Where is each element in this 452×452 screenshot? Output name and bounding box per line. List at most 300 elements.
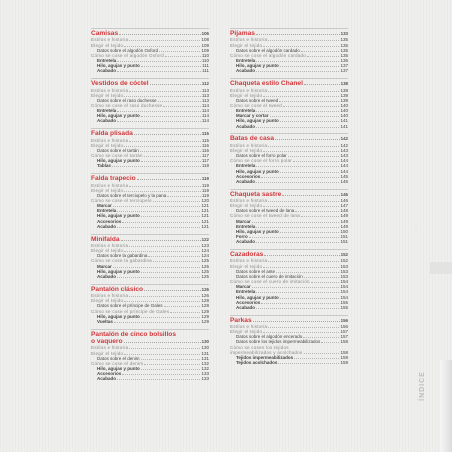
entry-text: Hilo, agujas y punto — [97, 313, 140, 319]
leader-dots — [256, 34, 340, 35]
entry-page-number: 153 — [340, 263, 348, 269]
toc-section — [91, 284, 209, 324]
leader-dots — [153, 201, 201, 202]
entry-text: Acabado — [236, 178, 256, 184]
entry-text: Hilo, agujas y punto — [97, 213, 140, 219]
section-page-number: 156 — [340, 317, 348, 323]
entry-page-number: 131 — [201, 355, 209, 361]
leader-dots — [280, 121, 340, 122]
toc-subentry — [91, 68, 209, 73]
toc-section — [230, 28, 348, 74]
entry-page-number: 119 — [201, 187, 209, 193]
entry-text: Datos sobre el denim — [97, 355, 140, 361]
section-page-number: 146 — [340, 191, 348, 197]
entry-page-number: 129 — [201, 308, 209, 314]
entry-text: Tejidos impermeabilizados — [236, 354, 294, 360]
entry-text: Estilos e historia — [230, 37, 268, 43]
entry-page-number: 114 — [201, 108, 209, 114]
entry-text: Hilo, agujas y punto — [236, 63, 279, 69]
section-page-number: 106 — [201, 31, 209, 36]
entry-page-number: 113 — [201, 87, 209, 93]
leader-dots — [261, 303, 339, 304]
leader-dots — [112, 166, 201, 167]
entry-page-number: 140 — [340, 102, 348, 108]
entry-page-number: 154 — [340, 294, 348, 300]
entry-page-number: 125 — [201, 258, 209, 264]
section-title: Batas de casa — [230, 135, 274, 143]
section-page-number: 115 — [201, 131, 209, 137]
section-page-number: 112 — [201, 81, 209, 87]
leader-dots — [288, 156, 340, 157]
leader-dots — [270, 116, 340, 117]
leader-dots — [121, 240, 201, 241]
leader-dots — [304, 84, 340, 85]
leader-dots — [256, 308, 339, 309]
leader-dots — [124, 146, 201, 147]
leader-dots — [280, 172, 340, 173]
leader-dots — [276, 272, 339, 273]
leader-dots — [124, 191, 201, 192]
leader-dots — [261, 177, 339, 178]
toc-section-header — [91, 329, 209, 346]
entry-text: Datos sobre el algodón Oxford — [97, 47, 159, 53]
entry-text: Entretela — [236, 108, 256, 114]
entry-page-number: 130 — [201, 345, 209, 351]
entry-page-number: 121 — [201, 218, 209, 224]
entry-page-number: 149 — [340, 218, 348, 224]
toc-section — [91, 78, 209, 124]
entry-text: Acabado — [236, 304, 256, 310]
entry-text: Marcar — [97, 203, 112, 209]
entry-page-number: 154 — [340, 289, 348, 295]
leader-dots — [301, 216, 339, 217]
leader-dots — [129, 246, 200, 247]
toc-section-header — [91, 284, 209, 293]
leader-dots — [167, 196, 201, 197]
section-page-number: 126 — [201, 286, 209, 292]
leader-dots — [280, 298, 340, 299]
leader-dots — [141, 359, 201, 360]
section-title-row — [230, 317, 348, 324]
leader-dots — [117, 211, 200, 212]
entry-text: Cómo se cose el terciopelo — [91, 198, 152, 203]
entry-page-number: 152 — [340, 258, 348, 264]
entry-text: Accesorios — [97, 218, 122, 224]
entry-page-number: 140 — [340, 113, 348, 119]
entry-text: Estilos e historia — [230, 258, 268, 264]
entry-text: Datos sobre los tejidos impermeabilizados — [236, 339, 321, 345]
page-marker-icon: · — [415, 228, 417, 234]
entry-page-number: 149 — [340, 223, 348, 229]
toc-section-header — [230, 249, 348, 258]
leader-dots — [141, 369, 201, 370]
page-edge-shade — [430, 262, 452, 274]
entry-page-number: 124 — [201, 248, 209, 254]
entry-text: Accesorios — [236, 173, 261, 179]
leader-dots — [124, 46, 200, 47]
entry-text: Elegir el tejido — [230, 203, 263, 209]
entry-text: Forro — [236, 234, 248, 240]
leader-dots — [256, 242, 339, 243]
leader-dots — [165, 56, 201, 57]
entry-text: Cómo se cose el algodón cardado — [230, 52, 307, 58]
leader-dots — [263, 206, 339, 207]
entry-text: Entretela — [236, 58, 256, 64]
entry-text: Hilo, agujas y punto — [97, 63, 140, 69]
section-title: Falda plisada — [91, 130, 133, 138]
leader-dots — [280, 232, 340, 233]
entry-page-number: 129 — [201, 318, 209, 324]
entry-page-number: 111 — [202, 68, 209, 74]
toc-column-left — [91, 28, 209, 386]
section-title: Pantalón clásico — [91, 285, 144, 293]
leader-dots — [122, 222, 200, 223]
entry-text: Estilos e historia — [230, 323, 268, 329]
leader-dots — [268, 146, 339, 147]
toc-subentry — [91, 319, 209, 324]
entry-page-number: 137 — [340, 68, 348, 74]
entry-page-number: 118 — [201, 163, 209, 169]
entry-text: Acabado — [236, 68, 256, 74]
entry-page-number: 147 — [340, 203, 348, 209]
entry-text: Acabado — [97, 376, 117, 382]
toc-section — [230, 133, 348, 184]
entry-text: Elegir el tejido — [230, 92, 263, 98]
leader-dots — [124, 96, 201, 97]
toc-subentry — [230, 68, 348, 73]
toc-section-header — [91, 128, 209, 137]
entry-text: Hilo, agujas y punto — [236, 118, 279, 124]
leader-dots — [141, 116, 201, 117]
entry-page-number: 135 — [340, 52, 348, 58]
entry-text: Cómo se cose el príncipe de Gales — [91, 308, 170, 314]
entry-page-number: 128 — [201, 298, 209, 304]
entry-text: Elegir el tejido — [91, 142, 124, 148]
entry-page-number: 138 — [340, 87, 348, 93]
toc-subentry — [230, 360, 348, 365]
entry-page-number: 110 — [201, 58, 209, 64]
toc-section — [230, 189, 348, 245]
entry-page-number: 120 — [201, 198, 209, 203]
entry-text: Elegir el tejido — [91, 92, 124, 98]
leader-dots — [129, 141, 201, 142]
entry-page-number: 159 — [340, 354, 348, 360]
toc-section — [91, 234, 209, 280]
entry-page-number: 158 — [340, 339, 348, 345]
entry-page-number: 121 — [201, 213, 209, 219]
entry-text: Datos sobre el algodón cardado — [236, 47, 300, 53]
entry-text: Datos sobre el cuero de imitación — [236, 273, 303, 279]
leader-dots — [253, 321, 340, 322]
entry-text: Cómo se cose el tweed de lana — [230, 213, 301, 219]
toc-subentry — [230, 305, 348, 310]
section-tab — [440, 360, 452, 452]
leader-dots — [159, 51, 200, 52]
leader-dots — [256, 182, 339, 183]
entry-text: Acabado — [97, 273, 117, 279]
entry-text: Estilos e historia — [91, 242, 129, 248]
entry-text: Marcar — [236, 218, 251, 224]
toc-section-header — [91, 28, 209, 37]
toc-section — [91, 28, 209, 74]
leader-dots — [129, 186, 201, 187]
section-title: Camisas — [91, 30, 119, 37]
section-title-row — [91, 30, 209, 37]
entry-text: Datos sobre el terciopelo y la pana — [97, 192, 167, 198]
toc-subentry — [91, 274, 209, 279]
leader-dots — [268, 327, 339, 328]
entry-page-number: 143 — [340, 147, 348, 153]
entry-page-number: 151 — [340, 239, 348, 245]
entry-page-number: 148 — [340, 208, 348, 214]
leader-dots — [295, 211, 339, 212]
leader-dots — [129, 40, 200, 41]
entry-text: Datos sobre el ante — [236, 268, 276, 274]
section-title-row — [91, 236, 209, 243]
section-title-row — [230, 135, 348, 142]
leader-dots — [124, 301, 200, 302]
leader-dots — [268, 201, 339, 202]
entry-text: Elegir el tejido — [230, 42, 263, 48]
entry-text: Entretela — [97, 208, 117, 214]
toc-column-right — [230, 28, 348, 370]
entry-text: Estilos e historia — [91, 182, 129, 188]
entry-page-number: 119 — [201, 182, 209, 188]
section-page-number: 130 — [201, 338, 209, 344]
entry-text: Elegir el tejido — [91, 187, 124, 193]
leader-dots — [252, 287, 340, 288]
section-page-number: 133 — [340, 31, 348, 36]
entry-text: Acabado — [97, 68, 117, 74]
leader-dots — [282, 195, 339, 196]
leader-dots — [144, 364, 200, 365]
leader-dots — [170, 312, 200, 313]
leader-dots — [256, 227, 339, 228]
entry-page-number: 126 — [201, 293, 209, 299]
entry-text: Datos sobre la gabardina — [97, 253, 148, 259]
leader-dots — [256, 61, 339, 62]
leader-dots — [263, 332, 339, 333]
entry-page-number: 154 — [340, 284, 348, 290]
entry-page-number: 108 — [201, 37, 209, 43]
entry-page-number: 153 — [340, 273, 348, 279]
leader-dots — [256, 111, 339, 112]
entry-page-number: 146 — [340, 198, 348, 203]
leader-dots — [164, 306, 201, 307]
entry-text: Marcar — [236, 284, 251, 290]
entry-page-number: 131 — [201, 350, 209, 356]
section-page-number: 142 — [340, 136, 348, 142]
entry-page-number: 132 — [201, 366, 209, 371]
entry-page-number: 136 — [340, 58, 348, 64]
leader-dots — [283, 106, 339, 107]
entry-page-number: 116 — [201, 147, 209, 153]
toc-section — [91, 329, 209, 382]
entry-page-number: 121 — [201, 208, 209, 214]
leader-dots — [117, 227, 200, 228]
entry-page-number: 135 — [340, 47, 348, 53]
section-title: Chaqueta sastre — [230, 190, 282, 198]
leader-dots — [141, 161, 201, 162]
entry-page-number: 139 — [340, 92, 348, 98]
leader-dots — [144, 156, 201, 157]
section-title: Minifalda — [91, 235, 120, 243]
entry-page-number: 135 — [340, 42, 348, 48]
entry-page-number: 109 — [201, 47, 209, 53]
leader-dots — [301, 51, 340, 52]
entry-page-number: 114 — [201, 118, 209, 124]
leader-dots — [113, 267, 201, 268]
entry-page-number: 125 — [201, 273, 209, 279]
leader-dots — [129, 348, 200, 349]
entry-text: Estilos e historia — [91, 137, 129, 143]
leader-dots — [303, 337, 339, 338]
leader-dots — [114, 322, 201, 323]
section-title-row — [91, 338, 209, 345]
entry-page-number: 114 — [201, 113, 209, 119]
leader-dots — [278, 363, 339, 364]
entry-page-number: 109 — [201, 42, 209, 48]
leader-dots — [307, 56, 339, 57]
entry-text: Acabado — [97, 223, 117, 229]
section-title-row — [230, 251, 348, 258]
entry-text: Acabado — [97, 118, 117, 124]
entry-text: Estilos e historia — [91, 293, 129, 299]
section-title: Chaqueta estilo Chanel — [230, 80, 303, 88]
leader-dots — [113, 206, 201, 207]
entry-text: Entretela — [97, 58, 117, 64]
entry-page-number: 142 — [340, 142, 348, 148]
entry-text: Hilo, agujas y punto — [97, 366, 140, 371]
section-title-row — [230, 30, 348, 37]
toc-subentry — [91, 376, 209, 381]
leader-dots — [158, 101, 201, 102]
entry-page-number: 157 — [340, 329, 348, 335]
entry-page-number: 151 — [340, 234, 348, 240]
section-tab-label: ÍNDICE — [419, 371, 426, 401]
leader-dots — [263, 267, 339, 268]
entry-text: Elegir el tejido — [91, 350, 124, 356]
entry-text: impermeabilizados y acolchados — [230, 349, 303, 355]
entry-text: Cómo se cose el forro polar — [230, 158, 293, 164]
leader-dots — [148, 256, 200, 257]
leader-dots — [256, 71, 339, 72]
entry-text: Cómo se cose el tweed — [230, 102, 283, 108]
leader-dots — [293, 161, 339, 162]
leader-dots — [117, 71, 201, 72]
section-title: Vestidos de cóctel — [91, 80, 149, 88]
entry-page-number: 125 — [201, 268, 209, 274]
entry-text: Hilo, agujas y punto — [236, 228, 279, 234]
leader-dots — [268, 261, 339, 262]
section-title-continued: o vaquero — [91, 337, 123, 345]
entry-text: Entretela — [236, 223, 256, 229]
section-title-row — [91, 175, 209, 182]
toc-subentry — [230, 179, 348, 184]
entry-text: Accesorios — [97, 371, 122, 377]
leader-dots — [268, 40, 339, 41]
leader-dots — [275, 139, 340, 140]
entry-text: Estilos e historia — [91, 345, 129, 351]
entry-page-number: 129 — [201, 313, 209, 319]
entry-text: Cómo se cose el raso duchesse — [91, 102, 163, 108]
entry-page-number: 141 — [340, 123, 348, 129]
toc-subentry — [91, 224, 209, 229]
entry-text: Elegir el tejido — [230, 147, 263, 153]
entry-text: Tablas — [97, 163, 111, 169]
leader-dots — [321, 342, 339, 343]
entry-page-number: 111 — [202, 63, 209, 69]
entry-page-number: 157 — [340, 334, 348, 340]
leader-dots — [256, 292, 339, 293]
leader-dots — [153, 261, 200, 262]
entry-page-number: 141 — [340, 118, 348, 124]
toc-subentry — [230, 239, 348, 244]
entry-page-number: 133 — [201, 376, 209, 382]
leader-dots — [124, 251, 200, 252]
entry-text: Elegir el tejido — [91, 298, 124, 304]
entry-page-number: 149 — [340, 213, 348, 219]
leader-dots — [134, 134, 201, 135]
leader-dots — [263, 151, 339, 152]
toc-section — [91, 173, 209, 229]
entry-text: Acabado — [236, 239, 256, 245]
section-page-number: 152 — [340, 252, 348, 257]
leader-dots — [256, 127, 339, 128]
section-title-row — [91, 286, 209, 293]
section-title: Cazadoras — [230, 251, 264, 258]
leader-dots — [141, 272, 201, 273]
entry-page-number: 145 — [340, 173, 348, 179]
entry-text: Cómo se cose el algodón Oxford — [91, 52, 165, 58]
entry-text: Vueltas — [97, 318, 113, 324]
entry-text: Cómo se cose la gabardina — [91, 258, 153, 264]
entry-text: Datos sobre el raso duchesse — [97, 97, 157, 103]
section-title-block — [91, 331, 209, 346]
entry-page-number: 110 — [201, 52, 209, 58]
entry-text: Cómo se cosen los tejidos — [230, 344, 289, 350]
section-title: Falda trapecio — [91, 175, 136, 183]
leader-dots — [252, 222, 340, 223]
section-page-number: 138 — [340, 81, 348, 87]
leader-dots — [144, 290, 201, 291]
entry-text: Estilos e historia — [230, 87, 268, 93]
entry-page-number: 137 — [340, 63, 348, 69]
entry-text: Elegir el tejido — [230, 329, 263, 335]
leader-dots — [263, 46, 339, 47]
entry-page-number: 132 — [201, 360, 209, 366]
entry-page-number: 124 — [201, 253, 209, 259]
entry-page-number: 117 — [201, 153, 209, 159]
toc-subentry — [91, 163, 209, 168]
section-title-row — [91, 130, 209, 137]
toc-section-header — [91, 234, 209, 243]
leader-dots — [294, 358, 339, 359]
entry-text: Hilo, agujas y punto — [97, 268, 140, 274]
entry-page-number: 155 — [340, 299, 348, 305]
leader-dots — [117, 111, 201, 112]
section-title: Pijamas — [230, 30, 255, 37]
entry-page-number: 156 — [340, 323, 348, 329]
entry-page-number: 114 — [201, 102, 209, 108]
toc-subentry — [230, 124, 348, 129]
entry-text: Elegir el tejido — [91, 42, 124, 48]
toc-section-header — [230, 133, 348, 142]
leader-dots — [137, 179, 201, 180]
toc-section-header — [230, 315, 348, 324]
leader-dots — [163, 106, 201, 107]
entry-text: Hilo, agujas y punto — [97, 158, 140, 164]
